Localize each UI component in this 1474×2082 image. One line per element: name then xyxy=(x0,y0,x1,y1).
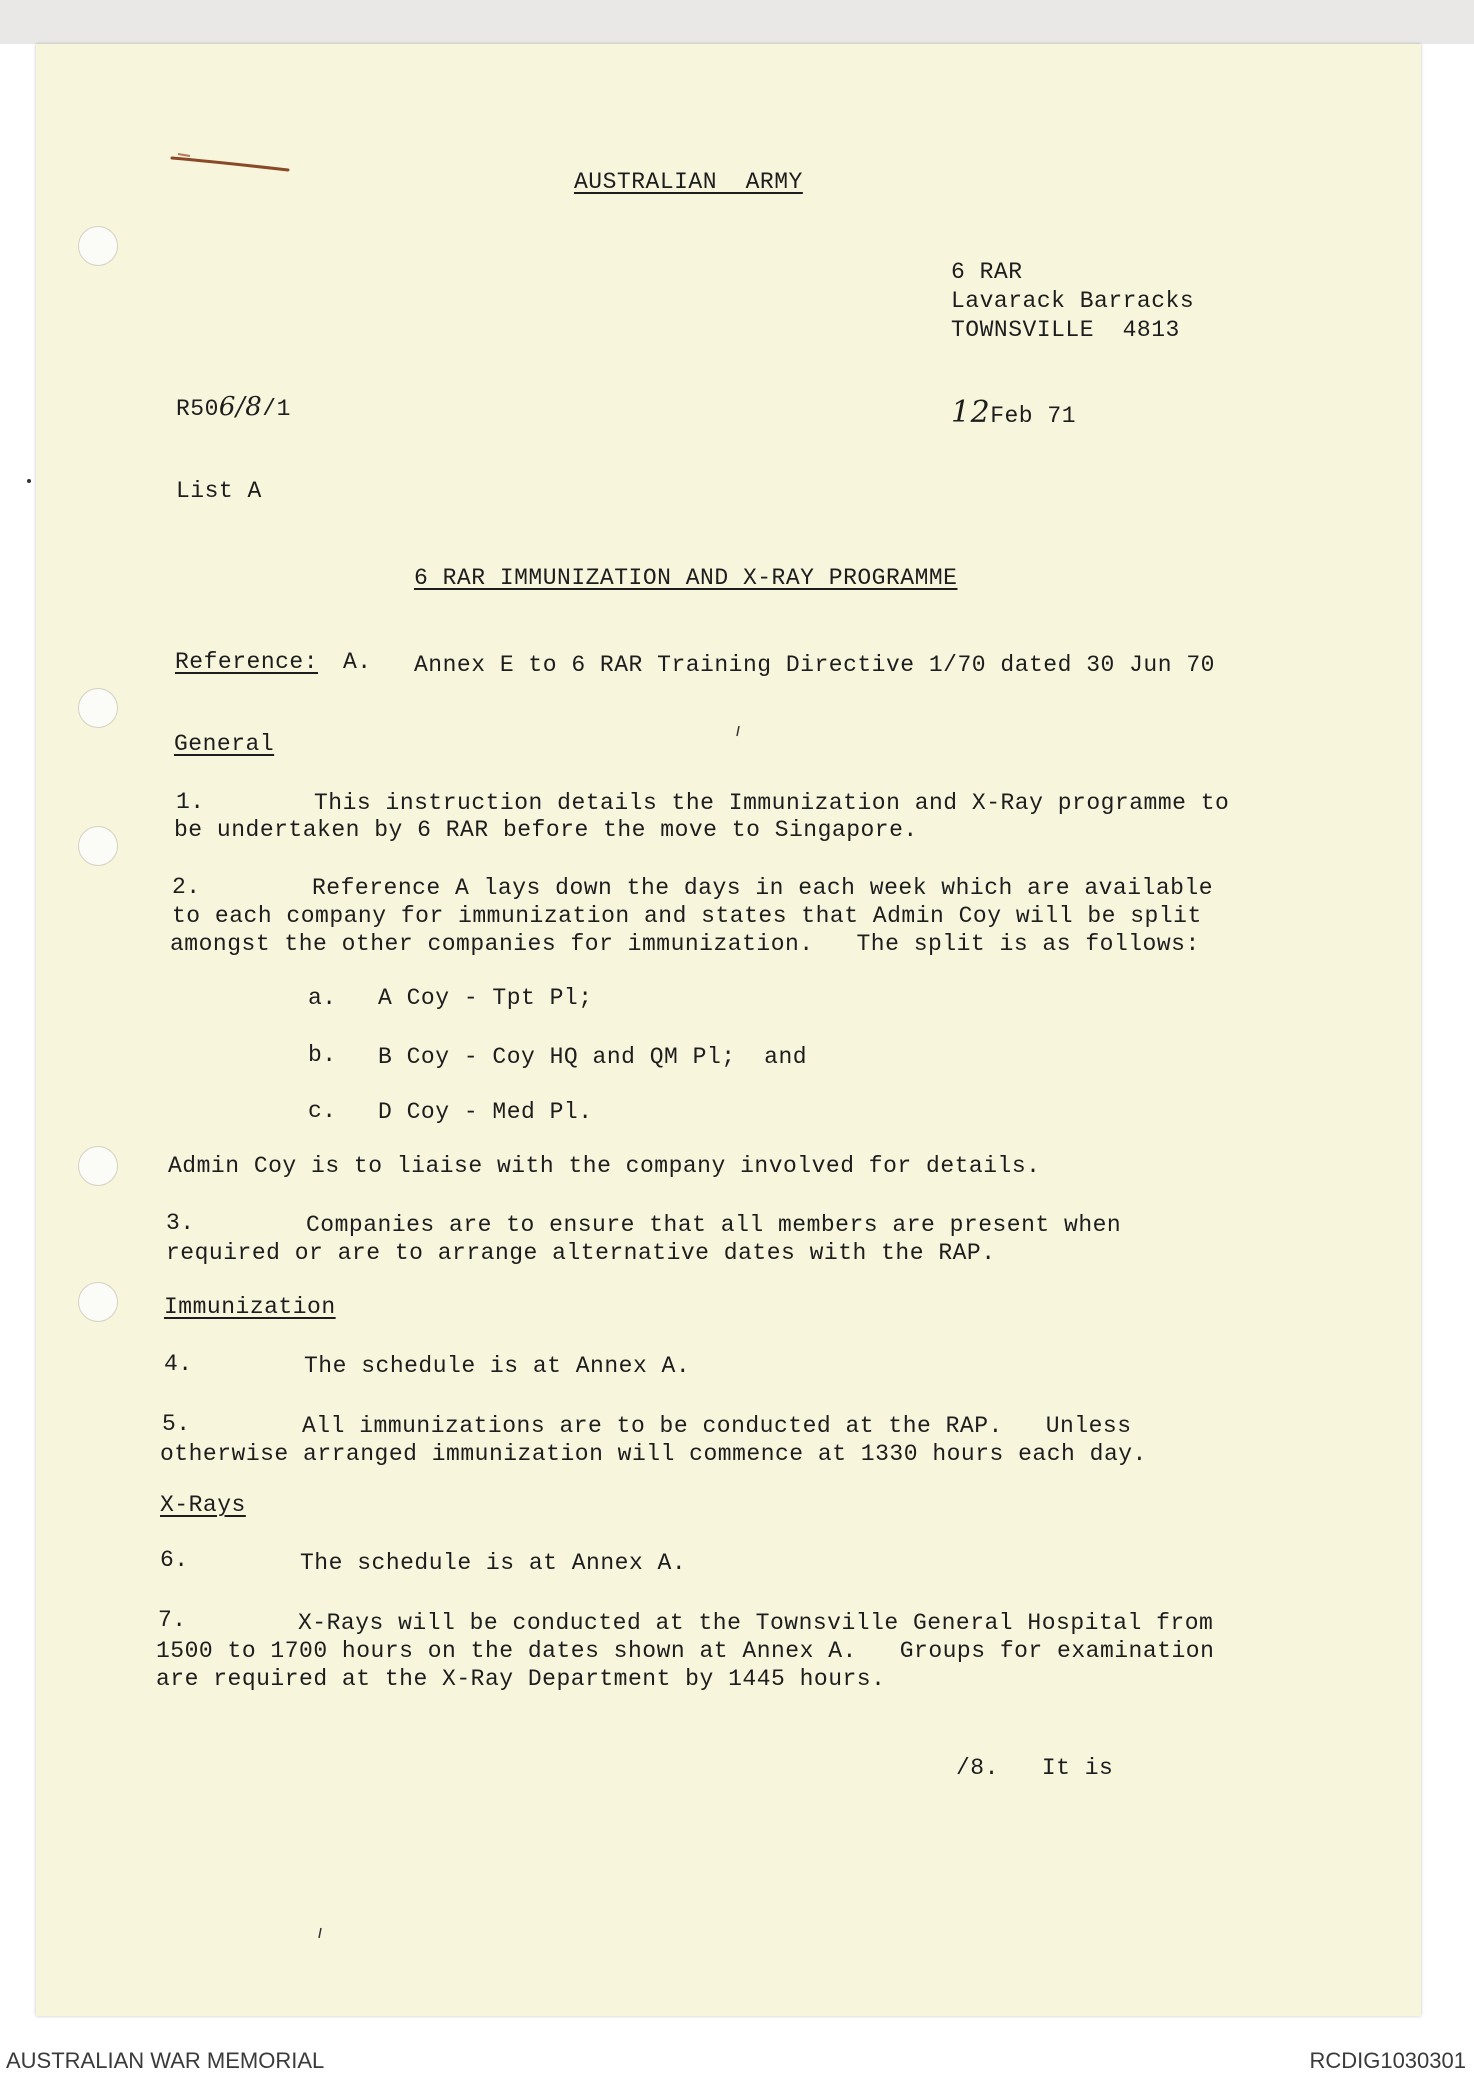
date-typed: Feb 71 xyxy=(990,403,1077,429)
file-ref-suffix: /1 xyxy=(262,396,291,422)
para-7-line-1: X-Rays will be conducted at the Townsville General Hospital from xyxy=(298,1610,1214,1636)
section-heading-general: General xyxy=(174,731,275,757)
punch-hole xyxy=(78,688,118,728)
para-4-line-1: The schedule is at Annex A. xyxy=(304,1353,691,1379)
para-2-line-3: amongst the other companies for immunization. The split is as follows: xyxy=(170,931,1200,957)
list-item-text: B Coy - Coy HQ and QM Pl; and xyxy=(378,1044,808,1070)
date-handwritten-day: 12 xyxy=(951,395,991,430)
document-page xyxy=(36,44,1421,2016)
document-date xyxy=(951,395,1077,431)
list-label: List A xyxy=(176,478,262,504)
para-5-number: 5. xyxy=(162,1411,191,1437)
continuation-catchword: /8. It is xyxy=(956,1755,1114,1781)
reference-label: Reference: xyxy=(175,649,319,675)
para-6-number: 6. xyxy=(160,1547,189,1573)
para-6-line-1: The schedule is at Annex A. xyxy=(300,1550,687,1576)
para-1-line-2: be undertaken by 6 RAR before the move to Singapore. xyxy=(174,817,918,843)
para-1-number: 1. xyxy=(176,789,205,815)
reference-letter: A. xyxy=(343,649,372,675)
para-2-line-1: Reference A lays down the days in each week which are available xyxy=(312,875,1214,901)
punch-hole xyxy=(78,826,118,866)
reference-text: Annex E to 6 RAR Training Directive 1/70 dated 30 Jun 70 xyxy=(414,652,1215,678)
stray-ink-mark xyxy=(316,1926,324,1940)
para-2-number: 2. xyxy=(172,874,201,900)
para-1-line-1: This instruction details the Immunization and X-Ray programme to xyxy=(314,790,1230,816)
document-title: 6 RAR IMMUNIZATION AND X-RAY PROGRAMME xyxy=(414,565,958,591)
staple-rust-mark xyxy=(168,148,294,178)
para-7-line-2: 1500 to 1700 hours on the dates shown at Annex A. Groups for examination xyxy=(156,1638,1215,1664)
file-reference xyxy=(176,393,291,424)
punch-hole xyxy=(78,1282,118,1322)
file-ref-prefix: R50 xyxy=(176,396,219,422)
footer-record-id: RCDIG1030301 xyxy=(1309,2048,1466,2073)
para-3-number: 3. xyxy=(166,1210,195,1236)
list-item-letter: a. xyxy=(308,985,337,1011)
punch-hole xyxy=(78,1146,118,1186)
ink-speck xyxy=(24,476,34,486)
para-5-line-2: otherwise arranged immunization will commence at 1330 hours each day. xyxy=(160,1441,1147,1467)
section-heading-xrays: X-Rays xyxy=(160,1492,246,1518)
address-line-city: TOWNSVILLE 4813 xyxy=(951,317,1180,343)
scan-top-border xyxy=(0,0,1474,44)
para-2-closing: Admin Coy is to liaise with the company involved for details. xyxy=(168,1153,1041,1179)
stray-ink-mark xyxy=(734,724,742,738)
footer-archive-name: AUSTRALIAN WAR MEMORIAL xyxy=(6,2048,325,2073)
para-3-line-1: Companies are to ensure that all members are present when xyxy=(306,1212,1122,1238)
para-7-line-3: are required at the X-Ray Department by 1445 hours. xyxy=(156,1666,886,1692)
para-2-line-2: to each company for immunization and states that Admin Coy will be split xyxy=(172,903,1202,929)
list-item-text: D Coy - Med Pl. xyxy=(378,1099,593,1125)
file-ref-handwritten: 6/8 xyxy=(218,392,263,422)
document-header-title: AUSTRALIAN ARMY xyxy=(574,169,803,195)
list-item-text: A Coy - Tpt Pl; xyxy=(378,985,593,1011)
section-heading-immunization: Immunization xyxy=(164,1294,336,1320)
address-line-barracks: Lavarack Barracks xyxy=(951,288,1195,314)
list-item-letter: b. xyxy=(308,1042,337,1068)
para-4-number: 4. xyxy=(164,1351,193,1377)
para-3-line-2: required or are to arrange alternative dates with the RAP. xyxy=(166,1240,996,1266)
punch-hole xyxy=(78,226,118,266)
address-line-unit: 6 RAR xyxy=(951,259,1023,285)
para-7-number: 7. xyxy=(158,1607,187,1633)
list-item-letter: c. xyxy=(308,1098,337,1124)
para-5-line-1: All immunizations are to be conducted at the RAP. Unless xyxy=(302,1413,1132,1439)
